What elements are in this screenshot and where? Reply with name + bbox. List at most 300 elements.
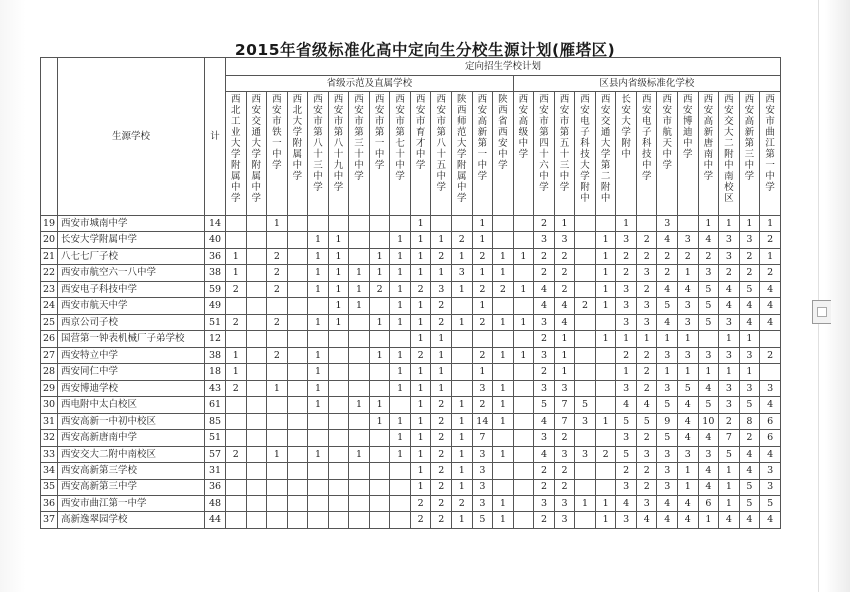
quota-cell: 2 (452, 232, 473, 248)
header-plan-group: 定向招生学校计划 (226, 58, 781, 76)
quota-cell: 3 (636, 446, 657, 462)
quota-cell: 2 (534, 463, 555, 479)
quota-cell (349, 413, 370, 429)
quota-cell: 1 (308, 248, 329, 264)
quota-cell: 3 (739, 347, 760, 363)
quota-cell: 1 (410, 479, 431, 495)
quota-cell (575, 479, 596, 495)
quota-cell: 2 (431, 495, 452, 511)
source-school-name: 西安市航天中学 (58, 298, 205, 314)
quota-cell (308, 298, 329, 314)
school-name-label: 西安电子科技中学 (641, 94, 652, 182)
quota-cell: 1 (226, 364, 247, 380)
quota-cell: 3 (636, 265, 657, 281)
quota-cell (328, 347, 349, 363)
quota-cell (328, 512, 349, 529)
row-total: 59 (205, 281, 226, 297)
quota-cell: 1 (739, 216, 760, 232)
quota-cell (287, 281, 308, 297)
school-header-county-2 (534, 92, 555, 216)
quota-cell: 3 (534, 314, 555, 330)
source-school-name: 国营第一钟表机械厂子弟学校 (58, 331, 205, 347)
quota-cell: 2 (226, 446, 247, 462)
quota-cell: 1 (390, 281, 411, 297)
quota-cell: 3 (636, 314, 657, 330)
quota-cell: 1 (390, 298, 411, 314)
row-number: 27 (41, 347, 58, 363)
quota-cell: 2 (636, 281, 657, 297)
row-total: 38 (205, 347, 226, 363)
row-number: 19 (41, 216, 58, 232)
quota-cell (595, 479, 616, 495)
quota-cell: 4 (657, 232, 678, 248)
quota-cell: 3 (657, 347, 678, 363)
quota-cell (595, 380, 616, 396)
quota-cell: 2 (554, 248, 575, 264)
quota-cell: 1 (452, 446, 473, 462)
quota-cell: 2 (534, 331, 555, 347)
quota-cell: 4 (760, 512, 781, 529)
source-school-name: 西安高新第三中学 (58, 479, 205, 495)
quota-cell: 1 (328, 314, 349, 330)
quota-cell: 2 (226, 314, 247, 330)
quota-cell: 5 (698, 314, 719, 330)
quota-cell (308, 331, 329, 347)
quota-cell: 3 (698, 446, 719, 462)
source-school-name: 西安市航空六一八中学 (58, 265, 205, 281)
quota-cell (493, 463, 514, 479)
quota-cell: 5 (739, 479, 760, 495)
school-name-label: 西安市第八十三中学 (313, 94, 323, 193)
quota-cell (390, 216, 411, 232)
source-school-name: 高新逸翠园学校 (58, 512, 205, 529)
quota-cell (226, 463, 247, 479)
quota-cell: 3 (616, 281, 637, 297)
quota-cell: 5 (657, 298, 678, 314)
quota-cell: 1 (698, 364, 719, 380)
quota-cell: 1 (554, 347, 575, 363)
school-header-provincial-2 (246, 92, 267, 216)
source-school-name: 西安高新唐南中学 (58, 430, 205, 446)
quota-cell: 2 (719, 265, 740, 281)
quota-cell: 3 (554, 380, 575, 396)
binder-clip-mark (812, 300, 831, 324)
quota-cell: 3 (616, 232, 637, 248)
school-name-label: 西安市第五十三中学 (559, 94, 570, 193)
quota-cell: 3 (698, 265, 719, 281)
quota-cell (226, 216, 247, 232)
quota-cell: 1 (369, 314, 390, 330)
quota-cell: 1 (308, 380, 329, 396)
row-total: 44 (205, 512, 226, 529)
quota-cell: 1 (452, 248, 473, 264)
source-school-name: 八七七厂子校 (58, 248, 205, 264)
school-name-label: 西安市第一中学 (374, 94, 385, 171)
row-total: 85 (205, 413, 226, 429)
quota-cell: 1 (308, 232, 329, 248)
row-number: 24 (41, 298, 58, 314)
quota-cell: 4 (698, 430, 719, 446)
quota-cell (267, 479, 288, 495)
school-name-label: 西安高级中学 (518, 94, 529, 160)
school-name-label: 西安博迪中学 (683, 94, 693, 160)
quota-cell (575, 281, 596, 297)
quota-cell (513, 413, 534, 429)
table-row (41, 512, 781, 529)
scan-edge-line (818, 0, 819, 592)
quota-cell: 1 (719, 479, 740, 495)
quota-cell (493, 232, 514, 248)
table-row (41, 397, 781, 413)
quota-cell (267, 413, 288, 429)
quota-cell (226, 331, 247, 347)
quota-cell: 4 (534, 281, 555, 297)
quota-cell (698, 331, 719, 347)
quota-cell: 2 (431, 479, 452, 495)
quota-cell: 1 (513, 248, 534, 264)
quota-cell (595, 314, 616, 330)
quota-cell: 4 (657, 512, 678, 529)
row-total: 14 (205, 216, 226, 232)
quota-cell (287, 479, 308, 495)
school-header-provincial-1 (226, 92, 247, 216)
row-total: 40 (205, 232, 226, 248)
quota-cell (349, 463, 370, 479)
quota-cell: 2 (410, 347, 431, 363)
quota-cell (287, 314, 308, 330)
quota-cell: 1 (369, 347, 390, 363)
quota-cell (349, 314, 370, 330)
quota-cell: 1 (513, 347, 534, 363)
quota-cell (287, 216, 308, 232)
quota-cell (369, 232, 390, 248)
quota-cell: 1 (390, 364, 411, 380)
quota-cell: 4 (678, 397, 699, 413)
school-header-provincial-3 (267, 92, 288, 216)
quota-cell (328, 364, 349, 380)
quota-cell: 1 (554, 216, 575, 232)
quota-cell: 1 (410, 298, 431, 314)
quota-cell: 1 (616, 331, 637, 347)
school-name-label: 西安电子科技大学附中 (580, 94, 590, 204)
quota-cell (595, 347, 616, 363)
quota-cell: 3 (452, 265, 473, 281)
quota-cell (513, 216, 534, 232)
quota-cell (575, 364, 596, 380)
quota-cell (369, 479, 390, 495)
quota-cell: 4 (616, 397, 637, 413)
quota-cell: 2 (493, 281, 514, 297)
quota-cell: 2 (472, 281, 493, 297)
quota-cell: 2 (636, 380, 657, 396)
quota-cell: 6 (760, 413, 781, 429)
quota-cell (246, 281, 267, 297)
table-row (41, 463, 781, 479)
quota-cell (678, 216, 699, 232)
quota-cell: 2 (575, 298, 596, 314)
school-header-provincial-8 (369, 92, 390, 216)
quota-cell (246, 331, 267, 347)
school-header-county-10 (698, 92, 719, 216)
quota-cell (595, 463, 616, 479)
quota-cell: 3 (554, 232, 575, 248)
quota-cell: 2 (226, 380, 247, 396)
table-row (41, 331, 781, 347)
quota-cell: 2 (431, 463, 452, 479)
quota-cell: 1 (390, 380, 411, 396)
quota-cell (308, 463, 329, 479)
quota-cell (452, 380, 473, 396)
quota-cell (246, 463, 267, 479)
quota-cell (328, 430, 349, 446)
quota-cell: 2 (554, 430, 575, 446)
quota-cell: 1 (349, 298, 370, 314)
quota-cell: 1 (595, 413, 616, 429)
quota-cell: 4 (698, 463, 719, 479)
quota-cell: 1 (369, 413, 390, 429)
school-header-county-13 (760, 92, 781, 216)
quota-cell: 3 (657, 380, 678, 396)
quota-cell: 8 (739, 413, 760, 429)
quota-cell: 2 (554, 463, 575, 479)
quota-cell (246, 430, 267, 446)
quota-cell (369, 380, 390, 396)
quota-cell: 2 (760, 347, 781, 363)
school-name-label: 西安交通大学附属中学 (251, 94, 262, 204)
table-row (41, 413, 781, 429)
quota-cell: 1 (452, 479, 473, 495)
quota-cell: 4 (554, 298, 575, 314)
school-name-label: 西安交通大学第二附中 (600, 94, 611, 204)
quota-cell: 5 (698, 281, 719, 297)
school-header-provincial-11 (431, 92, 452, 216)
quota-cell: 3 (534, 380, 555, 396)
quota-cell (349, 430, 370, 446)
school-header-county-1 (513, 92, 534, 216)
quota-cell (328, 446, 349, 462)
quota-cell (513, 430, 534, 446)
quota-cell (328, 413, 349, 429)
row-number: 21 (41, 248, 58, 264)
table-row (41, 446, 781, 462)
quota-cell: 4 (678, 495, 699, 511)
quota-cell (287, 446, 308, 462)
quota-cell (390, 479, 411, 495)
quota-cell (349, 232, 370, 248)
school-name-label: 西北工业大学附属中学 (231, 94, 241, 204)
quota-cell: 1 (369, 397, 390, 413)
quota-cell: 3 (636, 495, 657, 511)
quota-cell: 1 (595, 298, 616, 314)
quota-cell (493, 430, 514, 446)
quota-cell: 5 (657, 397, 678, 413)
quota-cell: 2 (410, 495, 431, 511)
quota-cell: 4 (678, 430, 699, 446)
quota-cell: 3 (719, 248, 740, 264)
quota-cell (267, 232, 288, 248)
school-header-county-7 (636, 92, 657, 216)
school-header-county-12 (739, 92, 760, 216)
quota-cell: 2 (698, 248, 719, 264)
quota-cell: 1 (595, 512, 616, 529)
quota-cell (760, 364, 781, 380)
quota-cell: 1 (390, 248, 411, 264)
quota-cell: 4 (678, 512, 699, 529)
quota-cell: 3 (678, 232, 699, 248)
quota-cell: 1 (349, 265, 370, 281)
quota-cell: 2 (226, 281, 247, 297)
quota-cell (636, 216, 657, 232)
row-total: 38 (205, 265, 226, 281)
quota-cell: 1 (410, 430, 431, 446)
quota-cell: 5 (657, 430, 678, 446)
quota-cell: 2 (410, 281, 431, 297)
source-school-name: 西京公司子校 (58, 314, 205, 330)
quota-cell: 1 (452, 430, 473, 446)
school-name-label: 西安市第七十中学 (395, 94, 405, 182)
quota-cell (513, 397, 534, 413)
quota-cell: 1 (410, 397, 431, 413)
quota-cell (452, 347, 473, 363)
quota-cell: 5 (739, 397, 760, 413)
quota-cell: 1 (678, 463, 699, 479)
quota-cell: 4 (678, 281, 699, 297)
quota-cell (226, 397, 247, 413)
quota-cell (513, 331, 534, 347)
quota-cell: 1 (308, 364, 329, 380)
school-header-county-4 (575, 92, 596, 216)
row-total: 61 (205, 397, 226, 413)
quota-cell (308, 495, 329, 511)
quota-cell: 2 (534, 512, 555, 529)
quota-cell (287, 364, 308, 380)
quota-cell: 7 (719, 430, 740, 446)
school-name-label: 西安市第八十九中学 (333, 94, 344, 193)
quota-cell: 1 (431, 364, 452, 380)
quota-cell (328, 479, 349, 495)
quota-cell: 1 (328, 298, 349, 314)
quota-cell: 1 (678, 265, 699, 281)
row-total: 12 (205, 331, 226, 347)
quota-cell: 4 (554, 314, 575, 330)
quota-cell: 2 (472, 314, 493, 330)
quota-cell: 2 (534, 248, 555, 264)
quota-cell: 2 (554, 265, 575, 281)
quota-cell (287, 347, 308, 363)
quota-cell: 5 (719, 446, 740, 462)
quota-cell: 6 (760, 430, 781, 446)
quota-cell (513, 512, 534, 529)
quota-cell (452, 298, 473, 314)
quota-cell: 1 (410, 463, 431, 479)
row-total: 36 (205, 479, 226, 495)
quota-cell: 3 (616, 380, 637, 396)
quota-cell: 2 (534, 265, 555, 281)
quota-cell: 3 (678, 347, 699, 363)
quota-cell: 2 (534, 364, 555, 380)
quota-cell (328, 495, 349, 511)
school-header-provincial-7 (349, 92, 370, 216)
quota-cell (246, 265, 267, 281)
quota-cell (390, 331, 411, 347)
quota-cell: 2 (657, 265, 678, 281)
quota-cell: 1 (760, 248, 781, 264)
quota-cell: 1 (267, 380, 288, 396)
quota-cell: 4 (739, 446, 760, 462)
quota-cell: 1 (493, 446, 514, 462)
quota-cell: 3 (636, 298, 657, 314)
quota-cell: 1 (431, 380, 452, 396)
source-school-name: 西安博迪学校 (58, 380, 205, 396)
quota-cell (575, 232, 596, 248)
quota-cell (246, 495, 267, 511)
quota-cell: 7 (554, 397, 575, 413)
quota-cell: 1 (349, 281, 370, 297)
source-school-name: 西安市曲江第一中学 (58, 495, 205, 511)
quota-cell (390, 463, 411, 479)
quota-cell: 1 (328, 232, 349, 248)
quota-cell (246, 512, 267, 529)
quota-cell: 6 (698, 495, 719, 511)
quota-cell: 2 (267, 281, 288, 297)
quota-cell: 4 (760, 281, 781, 297)
quota-cell: 5 (760, 495, 781, 511)
source-school-name: 西安交大二附中南校区 (58, 446, 205, 462)
school-name-label: 陕西省西安中学 (498, 94, 508, 171)
quota-cell: 1 (493, 265, 514, 281)
quota-cell (349, 364, 370, 380)
quota-cell: 4 (616, 495, 637, 511)
school-header-provincial-4 (287, 92, 308, 216)
quota-cell: 3 (760, 380, 781, 396)
school-header-county-6 (616, 92, 637, 216)
quota-cell: 1 (719, 495, 740, 511)
quota-cell: 1 (452, 463, 473, 479)
quota-cell: 1 (472, 232, 493, 248)
quota-cell: 1 (719, 463, 740, 479)
quota-cell: 1 (493, 413, 514, 429)
quota-cell: 2 (678, 248, 699, 264)
quota-cell: 2 (760, 265, 781, 281)
quota-cell: 4 (760, 446, 781, 462)
school-header-provincial-6 (328, 92, 349, 216)
school-name-label: 长安大学附中 (621, 94, 631, 160)
quota-cell: 2 (472, 347, 493, 363)
quota-cell: 3 (719, 397, 740, 413)
quota-cell (308, 216, 329, 232)
quota-cell: 1 (308, 265, 329, 281)
quota-cell: 2 (739, 430, 760, 446)
quota-cell (287, 331, 308, 347)
quota-cell: 2 (452, 495, 473, 511)
quota-cell (328, 463, 349, 479)
quota-cell: 2 (616, 248, 637, 264)
quota-cell: 1 (452, 512, 473, 529)
quota-cell: 3 (719, 314, 740, 330)
quota-cell: 3 (534, 347, 555, 363)
quota-cell: 3 (739, 232, 760, 248)
row-total: 51 (205, 314, 226, 330)
quota-cell (513, 495, 534, 511)
quota-cell: 3 (554, 512, 575, 529)
quota-cell (513, 364, 534, 380)
quota-cell: 2 (410, 512, 431, 529)
school-name-label: 西安高新唐南中学 (703, 94, 714, 182)
quota-cell: 3 (472, 380, 493, 396)
quota-cell: 2 (267, 314, 288, 330)
quota-cell: 5 (678, 380, 699, 396)
quota-cell: 4 (657, 495, 678, 511)
